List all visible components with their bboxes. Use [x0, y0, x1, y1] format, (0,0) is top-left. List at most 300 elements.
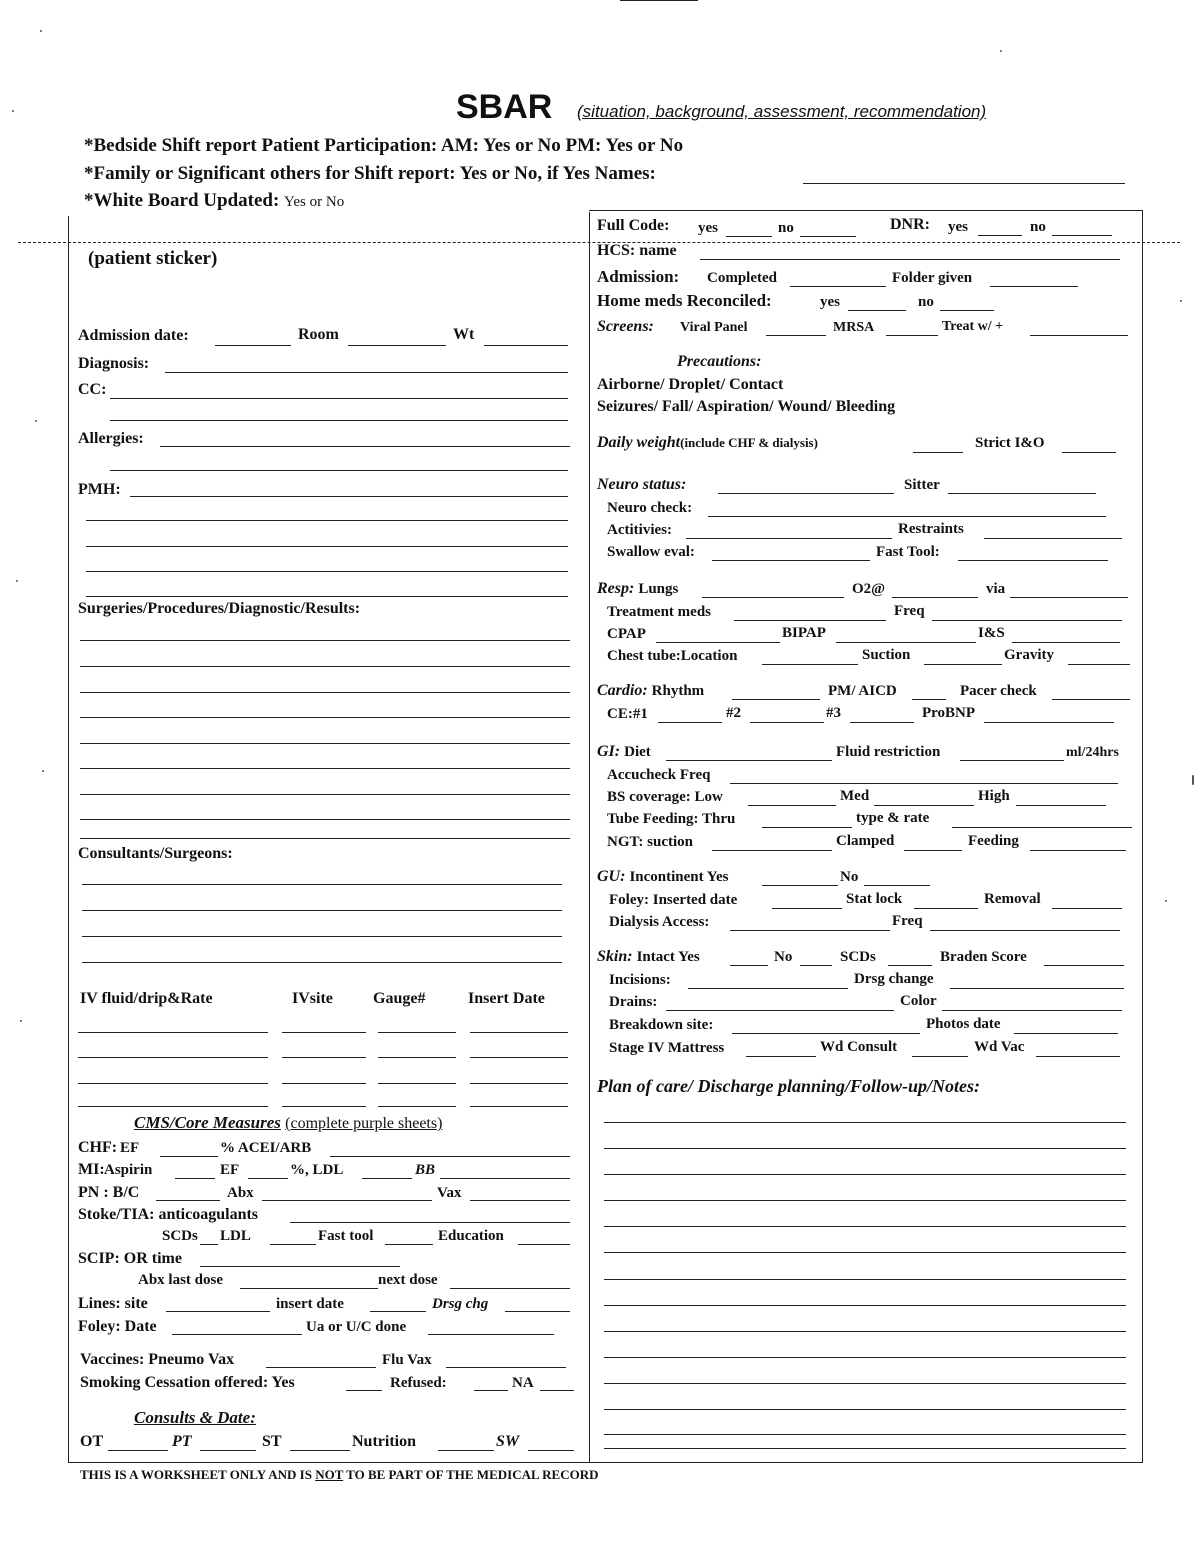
footer-post: TO BE PART OF THE MEDICAL RECORD [343, 1467, 599, 1482]
diagnosis-label: Diagnosis: [78, 355, 150, 372]
mrsa-field[interactable] [886, 335, 938, 336]
neuro-check-field[interactable] [708, 516, 1106, 517]
dialysis-freq-field[interactable] [930, 930, 1120, 931]
bs-med-label: Med [840, 788, 870, 804]
scip-next-dose: next dose [378, 1272, 438, 1288]
treat-field[interactable] [1030, 335, 1128, 336]
cc-field[interactable] [110, 398, 568, 399]
cpap-field[interactable] [656, 642, 780, 643]
notes-line-10[interactable] [604, 1357, 1126, 1358]
photos-date-field[interactable] [1014, 1033, 1118, 1034]
pm-aicd-field[interactable] [912, 699, 946, 700]
bs-high-field[interactable] [1016, 805, 1106, 806]
treatment-freq-field[interactable] [932, 620, 1122, 621]
hcs-field[interactable] [700, 259, 1120, 260]
full-code-no: no [778, 220, 794, 236]
neuro-check-label: Neuro check: [607, 500, 693, 516]
diagnosis-field[interactable] [165, 372, 568, 373]
stroke-education: Education [438, 1228, 504, 1244]
foley-date-field[interactable] [172, 1334, 302, 1335]
ngt-suction-field[interactable] [712, 850, 832, 851]
rhythm-field[interactable] [732, 699, 820, 700]
iv-site-header: IVsite [292, 990, 333, 1007]
lines-drsg-field[interactable] [505, 1311, 570, 1312]
scip-or-field[interactable] [200, 1266, 400, 1267]
rhythm-label: Rhythm [651, 683, 705, 699]
admission-completed: Completed [707, 270, 777, 286]
lines-insert-field[interactable] [370, 1311, 426, 1312]
intact-no-label: No [774, 949, 793, 965]
notes-line-11[interactable] [604, 1383, 1126, 1384]
color-field[interactable] [942, 1010, 1122, 1011]
notes-line-5[interactable] [604, 1226, 1126, 1227]
notes-line-1[interactable] [604, 1122, 1126, 1123]
fluid-restriction-field[interactable] [960, 760, 1064, 761]
scan-speck [20, 1020, 22, 1022]
iv-row-3-gauge[interactable] [378, 1083, 456, 1084]
pn-vax-field[interactable] [470, 1200, 570, 1201]
cc-field-2[interactable] [110, 420, 568, 421]
color-label: Color [900, 993, 937, 1009]
iv-row-1-date[interactable] [470, 1032, 568, 1033]
scip-abx-last: Abx last dose [138, 1272, 224, 1288]
intact-yes-field[interactable] [730, 965, 768, 966]
ce-3-field[interactable] [850, 722, 914, 723]
smoking-na: NA [512, 1375, 534, 1391]
gauge-header: Gauge# [373, 990, 426, 1007]
notes-line-3[interactable] [604, 1174, 1126, 1175]
foley-date-label: Foley: Date [78, 1318, 157, 1335]
via-label: via [986, 581, 1006, 597]
allergies-label: Allergies: [78, 430, 144, 447]
mi-ldl-field[interactable] [362, 1178, 412, 1179]
consults-title: Consults & Date: [134, 1408, 256, 1427]
daily-weight-note: (include CHF & dialysis) [680, 435, 818, 450]
allergies-field[interactable] [160, 446, 570, 447]
skin-scds-field[interactable] [888, 965, 932, 966]
ngt-clamped-field[interactable] [904, 850, 962, 851]
stage-iv-mattress-field[interactable] [746, 1056, 816, 1057]
foley-ua-field[interactable] [428, 1334, 554, 1335]
smoking-yes-field[interactable] [346, 1390, 382, 1391]
skin-row [597, 948, 700, 966]
surgeries-line-2[interactable] [80, 666, 570, 667]
mi-ldl: %, LDL [290, 1162, 344, 1178]
suction-label: Suction [862, 647, 911, 663]
strict-io: Strict I&O [975, 435, 1045, 451]
sitter-label: Sitter [904, 477, 940, 493]
mi-aspirin-field[interactable] [175, 1178, 215, 1179]
incisions-field[interactable] [688, 988, 848, 989]
iv-row-1-gauge[interactable] [378, 1032, 456, 1033]
room-field[interactable] [348, 345, 446, 346]
white-board-value: Yes or No [284, 194, 345, 210]
screens-label: Screens: [597, 318, 654, 335]
fast-tool-field[interactable] [958, 560, 1108, 561]
incontinent-yes-label: Incontinent Yes [629, 869, 729, 885]
iv-row-3-date[interactable] [470, 1083, 568, 1084]
ce-2-label: #2 [726, 705, 741, 721]
top-edge-mark [620, 0, 698, 1]
pn-bc-field[interactable] [156, 1200, 220, 1201]
chf-ef-field[interactable] [160, 1156, 218, 1157]
iv-row-4-date[interactable] [470, 1106, 568, 1107]
ce-3-label: #3 [826, 705, 841, 721]
cpap-label: CPAP [607, 626, 646, 642]
flu-vax-field[interactable] [446, 1367, 566, 1368]
bipap-field[interactable] [836, 642, 976, 643]
home-meds-label: Home meds Reconciled: [597, 291, 772, 310]
stroke-education-field[interactable] [518, 1244, 570, 1245]
iv-row-2-date[interactable] [470, 1057, 568, 1058]
notes-line-4[interactable] [604, 1200, 1126, 1201]
form-subtitle: (situation, background, assessment, recommendation) [577, 102, 987, 121]
dialysis-access-label: Dialysis Access: [609, 914, 710, 930]
surgeries-line-6[interactable] [80, 768, 570, 769]
braden-score-field[interactable] [1044, 965, 1124, 966]
pmh-line-3[interactable] [86, 546, 568, 547]
incontinent-yes-field[interactable] [762, 885, 838, 886]
dnr-yes-field[interactable] [978, 235, 1022, 236]
stroke-ldl-field[interactable] [270, 1244, 316, 1245]
iv-row-4-site[interactable] [282, 1106, 366, 1107]
dnr-no: no [1030, 219, 1046, 235]
pmh-field[interactable] [130, 496, 568, 497]
gu-label: GU: [597, 868, 626, 885]
drsg-change-field[interactable] [950, 988, 1124, 989]
notes-line-13[interactable] [604, 1434, 1126, 1435]
bs-high-label: High [978, 788, 1010, 804]
pacer-check-field[interactable] [1052, 699, 1130, 700]
dialysis-freq-label: Freq [892, 913, 923, 929]
tube-feeding-label: Tube Feeding: Thru [607, 811, 736, 827]
gravity-label: Gravity [1004, 647, 1054, 663]
vaccines-label: Vaccines: Pneumo Vax [80, 1351, 235, 1368]
admission-date-label: Admission date: [78, 327, 189, 344]
swallow-eval-field[interactable] [712, 560, 870, 561]
admission-completed-field[interactable] [790, 286, 886, 287]
chf-acei-field[interactable] [330, 1156, 570, 1157]
lungs-label: Lungs [638, 581, 679, 597]
scip-next-dose-field[interactable] [450, 1288, 570, 1289]
scip-label: SCIP: OR time [78, 1250, 182, 1267]
stroke-label: Stoke/TIA: anticoagulants [78, 1206, 259, 1223]
allergies-field-2[interactable] [110, 470, 568, 471]
iv-row-3-site[interactable] [282, 1083, 366, 1084]
dnr-yes: yes [948, 219, 968, 235]
right-top-border [589, 210, 1142, 211]
stat-lock-label: Stat lock [846, 891, 903, 907]
precautions-seizures: Seizures/ Fall/ Aspiration/ Wound/ Bleeding [597, 398, 896, 415]
scan-speck [1000, 50, 1002, 52]
chf-acei: % ACEI/ARB [220, 1140, 312, 1156]
via-field[interactable] [1010, 597, 1128, 598]
strict-io-field[interactable] [1062, 452, 1116, 453]
swallow-eval-label: Swallow eval: [607, 544, 695, 560]
bs-coverage-label: BS coverage: Low [607, 789, 723, 805]
daily-weight [597, 434, 818, 452]
skin-scds-label: SCDs [840, 949, 876, 965]
smoking-refused-field[interactable] [474, 1390, 508, 1391]
ce-2-field[interactable] [750, 722, 824, 723]
is-field[interactable] [1012, 642, 1120, 643]
right-border [1142, 210, 1143, 1463]
pneumo-vax-field[interactable] [266, 1367, 376, 1368]
scan-speck [35, 420, 37, 422]
precautions-airborne: Airborne/ Droplet/ Contact [597, 376, 784, 393]
stroke-fast-field[interactable] [385, 1244, 433, 1245]
diet-field[interactable] [666, 760, 832, 761]
iv-row-3-fluid[interactable] [78, 1083, 268, 1084]
treatment-meds-label: Treatment meds [607, 604, 712, 620]
cardio-row [597, 682, 704, 700]
mrsa: MRSA [833, 320, 875, 335]
admission-date-field[interactable] [215, 345, 291, 346]
pmh-line-2[interactable] [86, 520, 568, 521]
cms-title: CMS/Core Measures [134, 1113, 281, 1132]
neuro-status-field[interactable] [718, 493, 894, 494]
gi-row [597, 743, 651, 761]
diet-label: Diet [624, 744, 651, 760]
stroke-scds-field[interactable] [200, 1244, 218, 1245]
fast-tool-label: Fast Tool: [876, 544, 940, 560]
consultants-line-2[interactable] [82, 910, 562, 911]
iv-row-2-site[interactable] [282, 1057, 366, 1058]
white-board-updated [84, 190, 344, 212]
gu-row [597, 868, 728, 886]
hcs-label: HCS: name [597, 242, 677, 259]
breakdown-site-field[interactable] [732, 1033, 920, 1034]
notes-line-14[interactable] [604, 1448, 1126, 1449]
daily-weight-label: Daily weight [597, 434, 681, 451]
gi-label: GI: [597, 743, 621, 760]
scip-abx-last-field[interactable] [240, 1288, 378, 1289]
incisions-label: Incisions: [609, 972, 671, 988]
consult-pt: PT [172, 1433, 192, 1450]
pn-label: PN : B/C [78, 1184, 140, 1201]
breakdown-site-label: Breakdown site: [609, 1017, 714, 1033]
bs-low-field[interactable] [748, 805, 836, 806]
fluid-restriction-label: Fluid restriction [836, 744, 941, 760]
drains-field[interactable] [666, 1010, 894, 1011]
notes-line-6[interactable] [604, 1252, 1126, 1253]
viral-panel-field[interactable] [766, 335, 826, 336]
consult-nutrition: Nutrition [352, 1433, 416, 1450]
notes-line-7[interactable] [604, 1279, 1126, 1280]
mi-label: MI: [78, 1161, 105, 1178]
braden-score-label: Braden Score [940, 949, 1027, 965]
stroke-scds: SCDs [162, 1228, 198, 1244]
surgeries-line-8[interactable] [80, 819, 570, 820]
o2-label: O2@ [852, 581, 886, 597]
consult-pt-field[interactable] [200, 1450, 256, 1451]
home-meds-yes-field[interactable] [848, 310, 906, 311]
full-code-yes-field[interactable] [726, 236, 772, 237]
flu-vax-label: Flu Vax [382, 1352, 432, 1368]
surgeries-line-1[interactable] [80, 640, 570, 641]
probnp-field[interactable] [984, 722, 1114, 723]
notes-line-2[interactable] [604, 1148, 1126, 1149]
full-code-no-field[interactable] [800, 236, 856, 237]
chest-tube-field[interactable] [762, 664, 858, 665]
type-rate-label: type & rate [856, 810, 930, 826]
smoking-refused: Refused: [390, 1375, 447, 1391]
iv-row-2-gauge[interactable] [378, 1057, 456, 1058]
restraints-field[interactable] [984, 538, 1122, 539]
chf-label: CHF: [78, 1139, 118, 1156]
notes-line-9[interactable] [604, 1331, 1126, 1332]
weight-field[interactable] [484, 345, 568, 346]
mi-bb-field[interactable] [440, 1178, 570, 1179]
stroke-fast-tool: Fast tool [318, 1228, 374, 1244]
footer-pre: THIS IS A WORKSHEET ONLY AND IS [80, 1467, 316, 1482]
family-shift-report: *Family or Significant others for Shift report: Yes or No, if Yes Names: [84, 163, 656, 184]
consult-nutrition-field[interactable] [438, 1450, 494, 1451]
mi-ef: EF [220, 1162, 240, 1178]
consultants-label: Consultants/Surgeons: [78, 845, 233, 862]
wd-vac-field[interactable] [1036, 1056, 1120, 1057]
footer-not: NOT [315, 1467, 344, 1482]
resp-row [597, 580, 678, 598]
pmh-line-4[interactable] [86, 571, 568, 572]
smoking-na-field[interactable] [540, 1390, 574, 1391]
ce-1-field[interactable] [658, 722, 722, 723]
dnr-label: DNR: [890, 216, 930, 233]
gravity-field[interactable] [1068, 664, 1130, 665]
tube-feeding-field[interactable] [762, 827, 852, 828]
accucheck-field[interactable] [730, 783, 1118, 784]
sitter-field[interactable] [948, 493, 1096, 494]
chest-tube-label: Chest tube:Location [607, 648, 738, 664]
photos-date-label: Photos date [926, 1016, 1001, 1032]
removal-field[interactable] [1052, 908, 1122, 909]
folder-given: Folder given [892, 270, 973, 286]
iv-fluid-header: IV fluid/drip&Rate [80, 990, 213, 1007]
incontinent-no-field[interactable] [864, 885, 930, 886]
lines-drsg-chg: Drsg chg [432, 1296, 489, 1312]
consult-st-field[interactable] [290, 1450, 350, 1451]
consult-st: ST [262, 1433, 282, 1450]
cms-note: (complete purple sheets) [285, 1115, 443, 1132]
intact-no-field[interactable] [800, 965, 832, 966]
iv-row-4-gauge[interactable] [378, 1106, 456, 1107]
activities-field[interactable] [686, 538, 892, 539]
pn-abx-field[interactable] [262, 1200, 432, 1201]
ngt-feeding-label: Feeding [968, 833, 1019, 849]
ce-1-label: CE:#1 [607, 706, 648, 722]
home-meds-no-field[interactable] [940, 310, 994, 311]
lungs-field[interactable] [702, 597, 844, 598]
scan-speck [12, 110, 14, 112]
bs-med-field[interactable] [874, 805, 974, 806]
pacer-check-label: Pacer check [960, 683, 1037, 699]
middle-border [589, 212, 590, 1463]
surgeries-label: Surgeries/Procedures/Diagnostic/Results: [78, 600, 361, 617]
surgeries-line-3[interactable] [80, 692, 570, 693]
cc-label: CC: [78, 381, 107, 398]
consultants-line-4[interactable] [82, 962, 562, 963]
stat-lock-field[interactable] [914, 908, 978, 909]
full-code-label: Full Code: [597, 217, 670, 234]
o2-field[interactable] [892, 597, 978, 598]
white-board-label: *White Board Updated: [84, 190, 280, 211]
mi-ef-field[interactable] [248, 1178, 288, 1179]
bottom-border [68, 1462, 1143, 1463]
plan-of-care-label: Plan of care/ Discharge planning/Follow-up/Notes: [597, 1076, 981, 1096]
wd-consult-label: Wd Consult [820, 1039, 898, 1055]
pn-vax: Vax [437, 1185, 462, 1201]
surgeries-line-9[interactable] [80, 838, 570, 839]
type-rate-field[interactable] [952, 827, 1132, 828]
wd-vac-label: Wd Vac [974, 1039, 1025, 1055]
consult-sw: SW [496, 1433, 520, 1450]
daily-weight-field[interactable] [913, 452, 963, 453]
surgeries-line-5[interactable] [80, 743, 570, 744]
iv-row-1-fluid[interactable] [78, 1032, 268, 1033]
foley-ua-label: Ua or U/C done [306, 1319, 407, 1335]
mi-bb: BB [415, 1162, 436, 1178]
left-border [68, 216, 69, 1463]
consultants-line-1[interactable] [82, 884, 562, 885]
pmh-label: PMH: [78, 481, 121, 498]
consultants-line-3[interactable] [82, 936, 562, 937]
scan-speck [40, 30, 42, 32]
folder-given-field[interactable] [990, 286, 1078, 287]
pmh-line-5[interactable] [86, 596, 568, 597]
lines-site-field[interactable] [166, 1311, 270, 1312]
patient-sticker-label: (patient sticker) [88, 248, 218, 269]
scan-speck [1192, 775, 1194, 785]
stroke-field[interactable] [290, 1222, 570, 1223]
notes-line-12[interactable] [604, 1409, 1126, 1410]
room-label: Room [298, 326, 339, 343]
foley-inserted-field[interactable] [772, 908, 842, 909]
notes-line-8[interactable] [604, 1305, 1126, 1306]
surgeries-line-7[interactable] [80, 794, 570, 795]
dialysis-access-field[interactable] [730, 930, 890, 931]
ngt-feeding-field[interactable] [1030, 850, 1126, 851]
scan-speck [1180, 300, 1182, 302]
surgeries-line-4[interactable] [80, 717, 570, 718]
iv-row-4-fluid[interactable] [78, 1106, 268, 1107]
foley-inserted-label: Foley: Inserted date [609, 892, 738, 908]
iv-row-2-fluid[interactable] [78, 1057, 268, 1058]
treatment-freq-label: Freq [894, 603, 925, 619]
dnr-no-field[interactable] [1052, 235, 1112, 236]
ngt-suction-label: NGT: suction [607, 834, 693, 850]
consult-sw-field[interactable] [528, 1450, 574, 1451]
consult-ot-field[interactable] [108, 1450, 168, 1451]
consult-ot: OT [80, 1433, 104, 1450]
suction-field[interactable] [924, 664, 1002, 665]
footer-disclaimer [80, 1467, 599, 1483]
stage-iv-mattress-label: Stage IV Mattress [609, 1040, 725, 1056]
home-meds-no: no [918, 294, 934, 310]
full-code-yes: yes [698, 220, 718, 236]
admission-label: Admission: [597, 267, 680, 286]
removal-label: Removal [984, 891, 1041, 907]
treatment-meds-field[interactable] [734, 620, 886, 621]
viral-panel: Viral Panel [680, 320, 748, 335]
wd-consult-field[interactable] [912, 1056, 968, 1057]
pm-aicd-label: PM/ AICD [828, 683, 897, 699]
scan-speck [42, 770, 44, 772]
probnp-label: ProBNP [922, 705, 976, 721]
iv-row-1-site[interactable] [282, 1032, 366, 1033]
insert-date-header: Insert Date [468, 990, 545, 1007]
intact-yes-label: Intact Yes [636, 949, 700, 965]
form-title: SBAR [456, 88, 553, 126]
